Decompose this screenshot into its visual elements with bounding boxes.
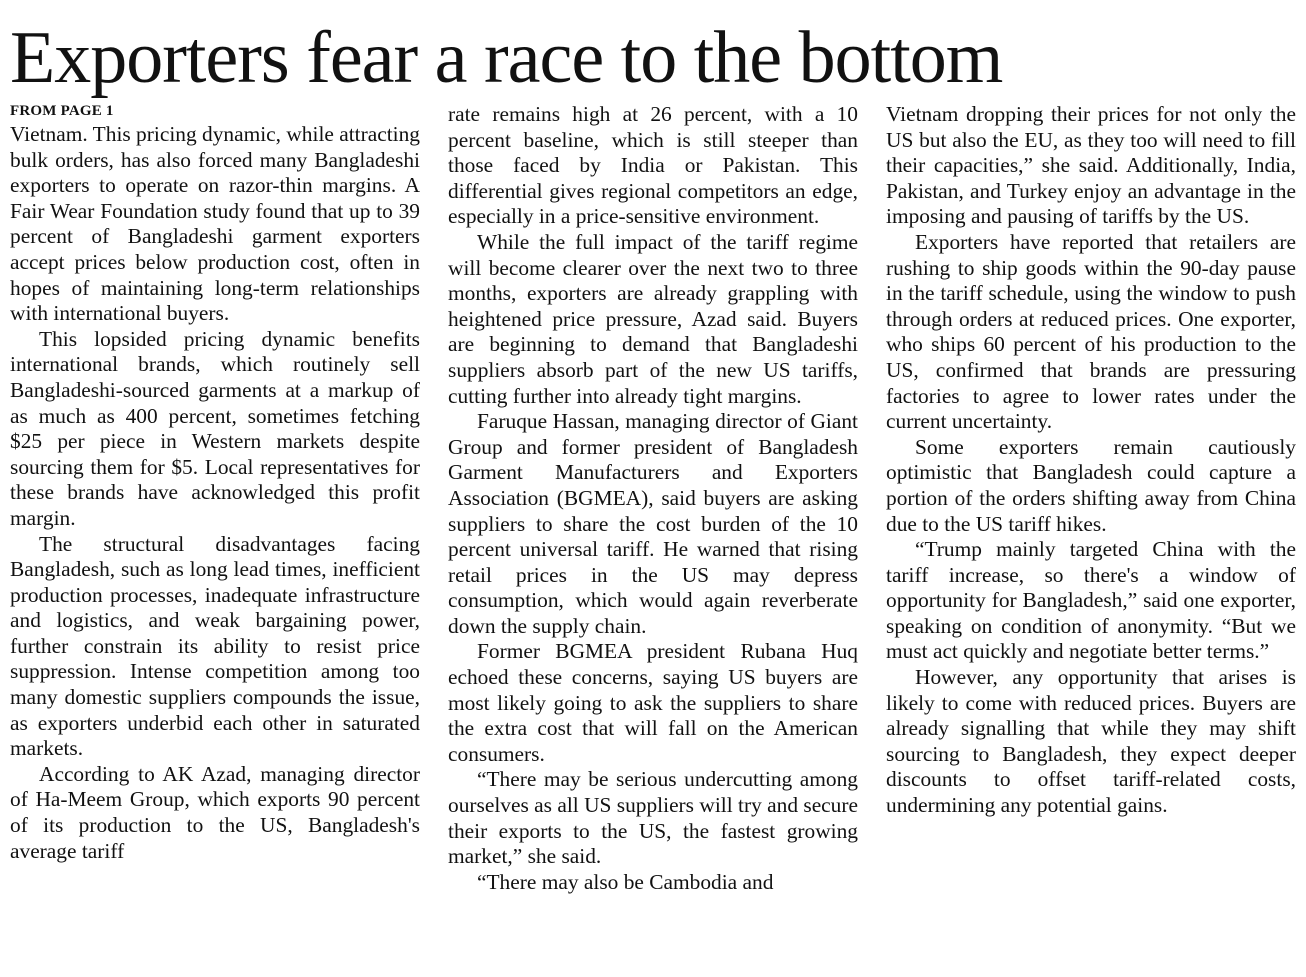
paragraph: “Trump mainly targeted China with the tariff increase, so there's a window of opportunity for Bangladesh,” said one exporter, speaking on condition of anonymity. “But we must act quickly and negotiate better terms.” — [886, 537, 1296, 664]
paragraph: The structural disadvantages facing Bangladesh, such as long lead times, inefficient production processes, inadequate infrastructure and logistics, and weak bargaining power, further constrain its ability to resist price suppression. Intense competition among too many domestic suppliers compounds the issue, as exporters underbid each other in saturated markets. — [10, 531, 420, 761]
paragraph: Some exporters remain cautiously optimistic that Bangladesh could capture a portion of the orders shifting away from China due to the US tariff hikes. — [886, 434, 1296, 536]
paragraph: Former BGMEA president Rubana Huq echoed these concerns, saying US buyers are most likely going to ask the suppliers to share the extra cost that will fall on the American consumers. — [448, 639, 858, 766]
paragraph: Vietnam. This pricing dynamic, while attracting bulk orders, has also forced many Bangladeshi exporters to operate on razor-thin margins. A Fair Wear Foundation study found that up to 39 percent of Bangladeshi garment exporters accept prices below production cost, often in hopes of maintaining long-term relationships with international buyers. — [10, 122, 420, 326]
paragraph: rate remains high at 26 percent, with a 10 percent baseline, which is still steeper than those faced by India or Pakistan. This differential gives regional competitors an edge, especially in a price-sensitive environment. — [448, 102, 858, 229]
paragraph: This lopsided pricing dynamic benefits international brands, which routinely sell Bangladeshi-sourced garments at a markup of as much as 400 percent, sometimes fetching $25 per piece in Western markets despite sourcing them for $5. Local representatives for these brands have acknowledged this profit margin. — [10, 326, 420, 530]
paragraph: Faruque Hassan, managing director of Giant Group and former president of Bangladesh Garment Manufacturers and Exporters Association (BGMEA), said buyers are asking suppliers to share the cost burden of the 10 percent universal tariff. He warned that rising retail prices in the US may depress consumption, which would again reverberate down the supply chain. — [448, 409, 858, 638]
paragraph: While the full impact of the tariff regime will become clearer over the next two to three months, exporters are already grappling with heightened price pressure, Azad said. Buyers are beginning to demand that Bangladeshi suppliers absorb part of the new US tariffs, cutting further into already tight margins. — [448, 229, 858, 408]
column-2 — [448, 102, 858, 895]
paragraph: Vietnam dropping their prices for not only the US but also the EU, as they too will need to fill their capacities,” she said. Additionally, India, Pakistan, and Turkey enjoy an advantage in the imposing and pausing of tariffs by the US. — [886, 102, 1296, 229]
headline: Exporters fear a race to the bottom — [10, 17, 1003, 99]
article-body — [10, 102, 1296, 895]
paragraph: However, any opportunity that arises is likely to come with reduced prices. Buyers are already signalling that while they may shift sourcing to Bangladesh, they expect deeper discounts to offset tariff-related costs, undermining any potential gains. — [886, 665, 1296, 818]
paragraph: Exporters have reported that retailers are rushing to ship goods within the 90-day pause in the tariff schedule, using the window to push through orders at reduced prices. One exporter, who ships 60 percent of his production to the US, confirmed that brands are pressuring factories to agree to lower rates under the current uncertainty. — [886, 229, 1296, 434]
paragraph: “There may be serious undercutting among ourselves as all US suppliers will try and secure their exports to the US, the fastest growing market,” she said. — [448, 767, 858, 869]
jump-kicker: FROM PAGE 1 — [10, 103, 114, 119]
column-3 — [886, 102, 1296, 895]
paragraph: “There may also be Cambodia and — [477, 869, 774, 894]
column-1 — [10, 102, 420, 895]
paragraph: According to AK Azad, managing director of Ha-Meem Group, which exports 90 percent of its production to the US, Bangladesh's average tariff — [10, 761, 420, 863]
